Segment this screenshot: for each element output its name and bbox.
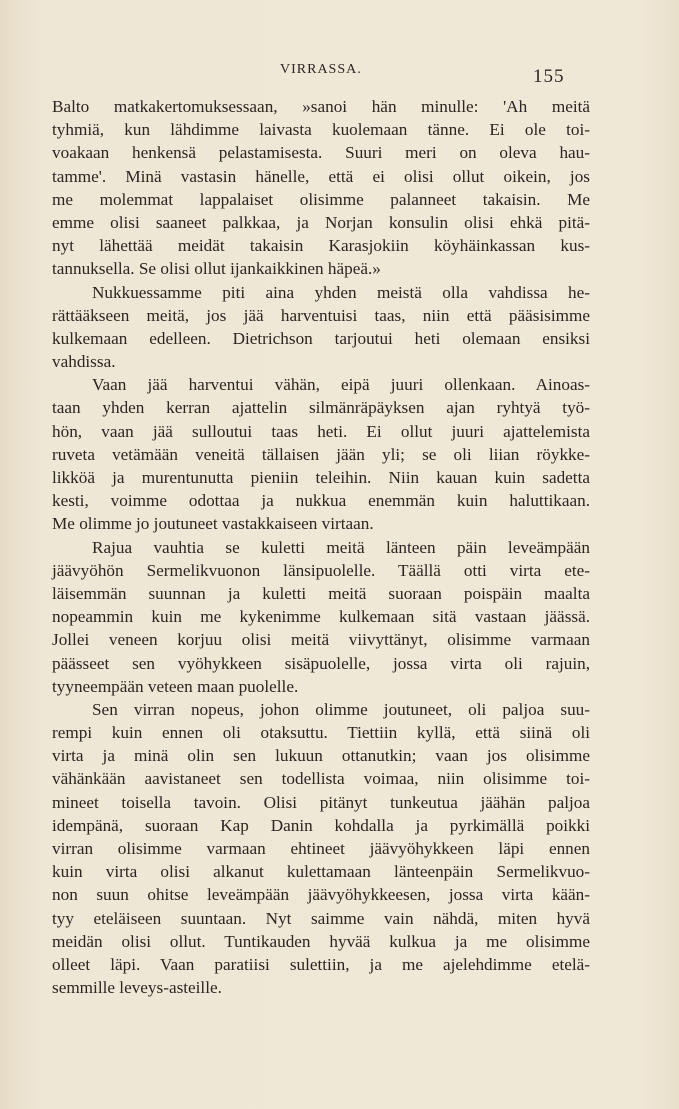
text-line: olleet läpi. Vaan paratiisi sulettiin, ja me ajelehdimme etelä- bbox=[52, 954, 590, 974]
text-line: tyhmiä, kun lähdimme laivasta kuolemaan tänne. Ei ole toi- bbox=[52, 120, 590, 140]
text-line: mineet toisella tavoin. Olisi pitänyt tunkeutua jäähän paljoa bbox=[52, 792, 590, 812]
text-line: virta ja minä olin sen lukuun ottanutkin; vaan jos olisimme bbox=[52, 746, 590, 766]
text-line: kesti, voimme odottaa ja nukkua enemmän kuin haluttikaan. bbox=[52, 491, 590, 511]
text-line: Sen virran nopeus, johon olimme joutuneet, oli paljoa suu- bbox=[92, 699, 590, 719]
text-line: vahdissa. bbox=[52, 352, 116, 372]
text-line: tannuksella. Se olisi ollut ijankaikkinen häpeä.» bbox=[52, 259, 381, 279]
text-line: tyyneempään veteen maan puolelle. bbox=[52, 676, 299, 696]
body-text bbox=[52, 95, 590, 999]
text-line: semmille leveys-asteille. bbox=[52, 978, 222, 998]
text-line: voakaan henkensä pelastamisesta. Suuri meri on oleva hau- bbox=[52, 143, 590, 163]
text-line: jäävyöhön Sermelikvuonon länsipuolelle. Täällä otti virta ete- bbox=[52, 560, 590, 580]
text-line: non suun ohitse leveämpään jäävyöhykkeesen, jossa virta kään- bbox=[52, 885, 590, 905]
text-line: Balto matkakertomuksessaan, »sanoi hän minulle: 'Ah meitä bbox=[52, 97, 590, 116]
text-line: vähänkään aavistaneet sen todellista voimaa, niin olisimme toi- bbox=[52, 769, 590, 789]
text-line: tamme'. Minä vastasin hänelle, että ei olisi ollut oikein, jos bbox=[52, 166, 590, 186]
text-line: Jollei veneen korjuu olisi meitä viivyttänyt, olisimme varmaan bbox=[52, 630, 590, 650]
text-line: hön, vaan jää sulloutui taas heti. Ei ollut juuri ajattelemista bbox=[52, 421, 590, 441]
text-line: ruveta vetämään veneitä tällaisen jään yli; se oli liian röykke- bbox=[52, 444, 590, 464]
page-number: 155 bbox=[533, 66, 565, 87]
text-line: virran olisimme varmaan ehtineet jäävyöhykkeen läpi ennen bbox=[52, 839, 590, 858]
running-head: VIRRASSA. bbox=[280, 62, 362, 77]
text-line: likköä ja murentunutta pieniin teleihin. Niin kauan kuin sadetta bbox=[52, 468, 590, 487]
text-line: nyt lähettää meidät takaisin Karasjokiin köyhäinkassan kus- bbox=[52, 236, 590, 256]
text-line: päässeet sen vyöhykkeen sisäpuolelle, jossa virta oli rajuin, bbox=[52, 653, 590, 673]
text-line: emme olisi saaneet palkkaa, ja Norjan konsulin olisi ehkä pitä- bbox=[52, 212, 590, 232]
text-line: kulkemaan edelleen. Dietrichson tarjoutui heti olemaan ensiksi bbox=[52, 328, 590, 348]
text-line: läisemmän suunnan ja kuletti meitä suoraan poispäin maalta bbox=[52, 583, 590, 603]
text-line: kuin virta olisi alkanut kulettamaan länteenpäin Sermelikvuo- bbox=[52, 862, 590, 882]
text-line: me molemmat lappalaiset olisimme palanneet takaisin. Me bbox=[52, 189, 590, 209]
text-line: rempi kuin ennen oli otaksuttu. Tiettiin kyllä, että siinä oli bbox=[52, 723, 590, 743]
text-line: Rajua vauhtia se kuletti meitä länteen päin leveämpään bbox=[92, 537, 590, 557]
text-line: rättääkseen meitä, jos jää harventuisi taas, niin että pääsisimme bbox=[52, 305, 590, 325]
text-line: Me olimme jo joutuneet vastakkaiseen virtaan. bbox=[52, 514, 374, 534]
text-line: nopeammin kuin me kykenimme kulkemaan sitä vastaan jäässä. bbox=[52, 607, 590, 627]
text-line: taan yhden kerran ajattelin silmänräpäyksen ajan ryhtyä työ- bbox=[52, 398, 590, 418]
text-line: tyy eteläiseen suuntaan. Nyt saimme vain nähdä, miten hyvä bbox=[52, 908, 590, 928]
text-line: Nukkuessamme piti aina yhden meistä olla vahdissa he- bbox=[92, 282, 590, 302]
text-line: meidän olisi ollut. Tuntikauden hyvää kulkua ja me olisimme bbox=[52, 931, 590, 951]
text-line: Vaan jää harventui vähän, eipä juuri ollenkaan. Ainoas- bbox=[92, 375, 590, 395]
text-line: idempänä, suoraan Kap Danin kohdalla ja pyrkimällä poikki bbox=[52, 815, 590, 835]
